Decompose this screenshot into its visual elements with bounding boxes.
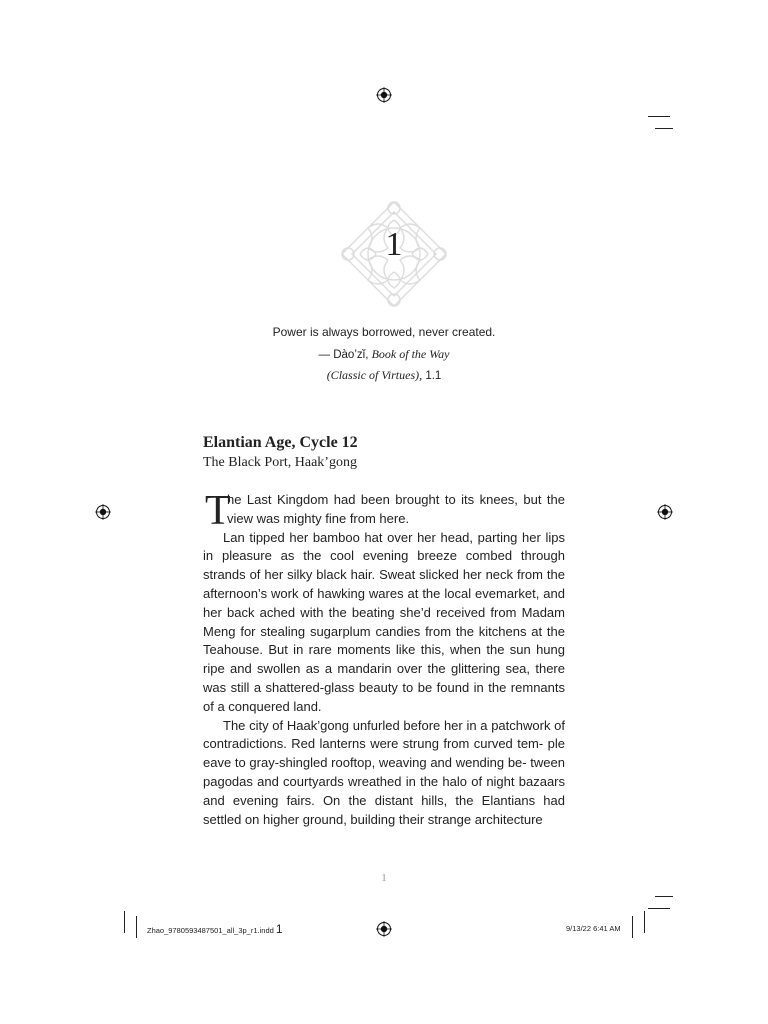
registration-mark-top xyxy=(376,87,392,103)
crop-mark-bottom-right-upper xyxy=(655,896,673,897)
crop-mark-top-right-upper xyxy=(648,116,670,117)
registration-mark-left xyxy=(95,504,111,520)
paragraph-3: The city of Haak’gong unfurled before her in a patchwork of contradictions. Red lanterns were strung from curved tem- ple eave to gray-shingled rooftop, weaving and wending be- tween pagodas and courtyards wreathed in the halo of night bazaars and evening fairs. On the distant hills, the Elantians had settled on higher ground, building their strange architecture xyxy=(203,717,565,827)
registration-mark-bottom xyxy=(376,921,392,937)
slug-filename xyxy=(147,922,283,936)
registration-mark-right xyxy=(657,504,673,520)
epigraph-subtitle: (Classic of Virtues), xyxy=(326,368,423,382)
crop-mark-bottom-right-outer xyxy=(644,911,645,933)
section-subtitle: The Black Port, Haak’gong xyxy=(203,455,357,470)
crop-mark-bottom-right-lower xyxy=(648,908,670,909)
epigraph-section: 1.1 xyxy=(422,370,442,382)
epigraph-author: Dào’zǐ, xyxy=(333,349,372,361)
body-text xyxy=(203,488,565,829)
epigraph-quote: Power is always borrowed, never created. xyxy=(272,325,496,339)
section-title: Elantian Age, Cycle 12 xyxy=(203,434,358,451)
epigraph-book: Book of the Way xyxy=(371,347,450,361)
slug-page: 1 xyxy=(275,922,283,936)
epigraph-attribution xyxy=(184,345,584,364)
slug-timestamp: 9/13/22 6:41 AM xyxy=(566,924,621,933)
paragraph-first xyxy=(203,488,565,534)
crop-mark-bottom-left-outer xyxy=(124,911,125,933)
crop-mark-bottom-right-inner xyxy=(632,916,633,938)
crop-mark-top-right-lower xyxy=(655,128,673,129)
paragraph-2: Lan tipped her bamboo hat over her head, parting her lips in pleasure as the cool evening breeze combed through strands of her silky black hair. Sweat slicked her neck from the afternoon’s work of hawking wares at the local evemarket, and her back ached with the beating she’d received from Madam Meng for stealing sugarplum candies from the kitchens at the Teahouse. But in rare moments like this, when the sun hung ripe and swollen as a mandarin over the glittering sea, there was still a shattered-glass beauty to be found in the remnants of a conquered land. xyxy=(203,529,565,714)
crop-mark-bottom-left-inner xyxy=(136,916,137,938)
chapter-number: 1 xyxy=(385,226,403,263)
slug-filename-text: Zhao_9780593487501_all_3p_r1.indd xyxy=(147,926,276,935)
drop-cap: T xyxy=(205,488,231,534)
epigraph xyxy=(184,323,584,385)
page-number: 1 xyxy=(381,872,387,884)
epigraph-source-line xyxy=(184,366,584,385)
epigraph-dash: — xyxy=(318,349,334,361)
paragraph-1-text: he Last Kingdom had been brought to its knees, but the view was mighty fine from here. xyxy=(227,492,565,526)
